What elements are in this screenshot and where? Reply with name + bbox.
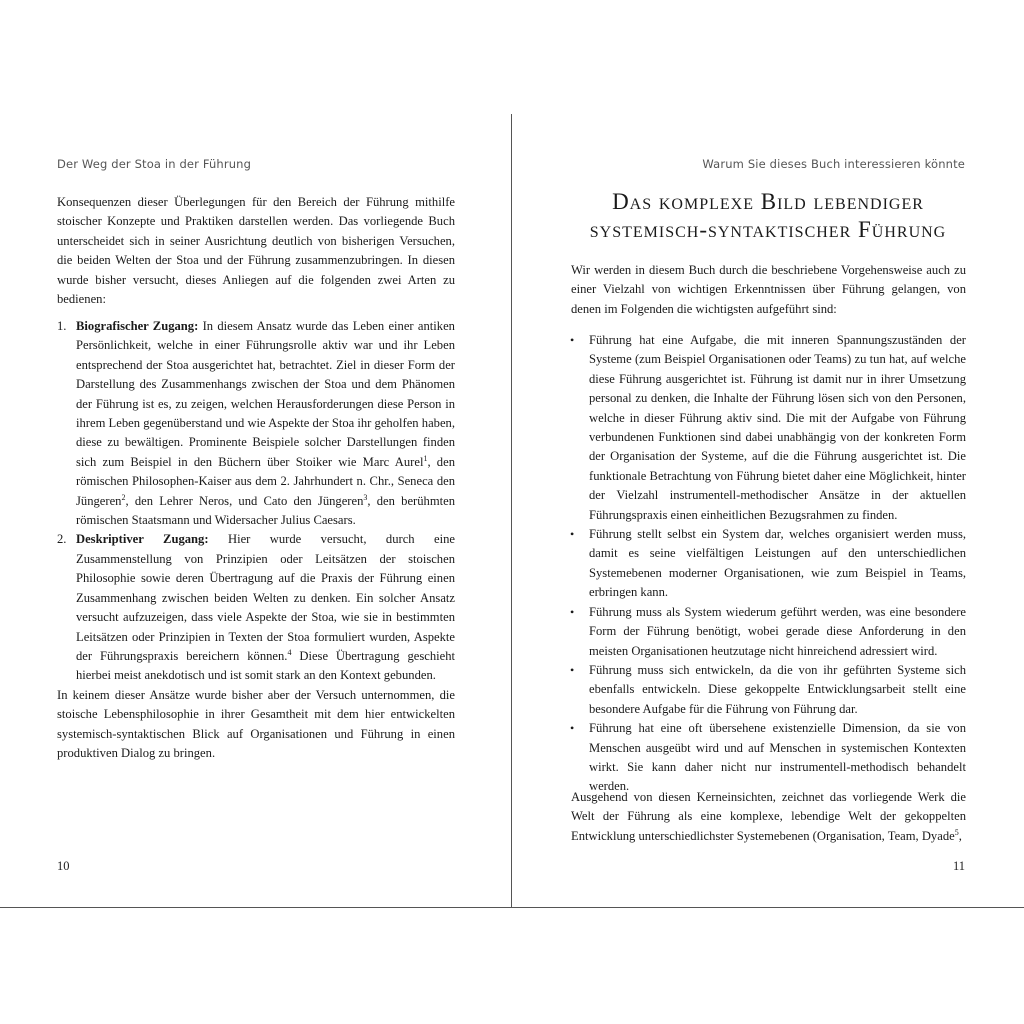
bullet-icon: • bbox=[570, 527, 575, 542]
book-spread bbox=[0, 114, 1024, 908]
list-text: In diesem Ansatz wurde das Leben einer antiken Persönlichkeit, welche in einer Führungsrolle aktiv war und ihr Leben entsprechend der Stoa ausgerichtet hat, betrachtet. Ziel in dieser Form der Darstellung des Zusammenhangs zwischen der Stoa und dem Phänomen der Führung ist es, zu zeigen, welchen Herausforderungen diese Person in ihrem Leben gegenüberstand und wie Aspekte der Stoa ihr geholfen haben, diese zu bewältigen. Prominente Beispiele solcher Darstellungen finden sich zum Beispiel in den Büchern über Stoiker wie Marc Aurel bbox=[76, 319, 455, 469]
bullet-text: Führung muss sich entwickeln, da die von ihr geführten Systeme sich ebenfalls entwickeln. Diese gekoppelte Entwicklungsarbeit stellt eine besondere Aufgabe für die Führung von Führung dar. bbox=[589, 662, 966, 716]
list-term: Biografischer Zugang: bbox=[76, 319, 199, 333]
right-intro-paragraph: Wir werden in diesem Buch durch die beschriebene Vorgehensweise auch zu einer Vielzahl von wichtigen Erkenntnissen über Führung gelangen, von denen im Folgenden die wichtigsten aufgeführt sind: bbox=[571, 263, 966, 316]
right-running-head: Warum Sie dieses Buch interessieren könnte bbox=[702, 157, 965, 171]
right-page bbox=[512, 114, 1024, 908]
left-closing-paragraph: In keinem dieser Ansätze wurde bisher aber der Versuch unternommen, die stoische Lebensphilosophie in ihrer Gesamtheit mit dem hier entwickelten systemisch-syntaktischen Blick auf Organisationen und Führung in einen produktiven Dialog zu bringen. bbox=[57, 688, 455, 761]
bullet-text: Führung hat eine oft übersehene existenzielle Dimension, da sie von Menschen ausgeübt wird und auf Menschen in systemischen Kontexten wirkt. Sie kann daher nicht nur instrumentell-methodisch behandelt werden. bbox=[589, 721, 966, 794]
footnote-ref-1[interactable]: 1 bbox=[423, 453, 428, 463]
bullet-text: Führung muss als System wiederum geführt werden, was eine besondere Form der Führung benötigt, wobei gerade diese Anforderung in den meisten Organisationen heutzutage nicht hinreichend adressiert wird. bbox=[589, 604, 966, 658]
bullet-icon: • bbox=[570, 721, 575, 736]
list-number: 1. bbox=[57, 319, 67, 333]
bullet-text: Führung hat eine Aufgabe, die mit inneren Spannungszuständen der Systeme (zum Beispiel Organisationen oder Teams) zu tun hat, auf welche diese Führung ausgerichtet ist. Führung ist damit nur in ihrer Umsetzung personal zu denken, die Inhalte der Führung lösen sich von den Personen, welche in dieser Führung aktiv sind. Die mit der Aufgabe von Führung verbundenen Funktionen sind dabei unabhängig von der konkreten Form der Organisation der Systeme, auf die die Führung ausgerichtet ist. Die funktionale Betrachtung von Führung bietet daher eine Möglichkeit, hinter der Vielzahl instrumentell-methodischer Ansätze in der aktuellen Führungspraxis einen einheitlichen Bezugsrahmen zu finden. bbox=[589, 333, 966, 522]
closing-text-end: , bbox=[958, 828, 962, 843]
list-item bbox=[571, 331, 966, 525]
bullet-icon: • bbox=[570, 604, 575, 619]
list-item bbox=[571, 525, 966, 603]
list-item bbox=[57, 317, 455, 530]
list-item bbox=[57, 530, 455, 685]
closing-text: Ausgehend von diesen Kerneinsichten, zeichnet das vorliegende Werk die Welt der Führung als eine komplexe, lebendige Welt der gekoppelten Entwicklung unterschiedlichster Systemebenen (Organisation, Team, Dyade bbox=[571, 790, 966, 843]
list-text: Diese Übertragung geschieht hierbei meist anekdotisch und ist somit stark an den Kontext gebunden. bbox=[76, 648, 456, 683]
left-intro-paragraph: Konsequenzen dieser Überlegungen für den Bereich der Führung mithilfe stoischer Konzepte und Praktiken darstellen werden. Das vorliegende Buch unterscheidet sich in seiner Ausrichtung deutlich von bisherigen Versuchen, die beiden Welten der Stoa und der Führung zusammenzubringen. In diesen wurde bisher versucht, dieses Anliegen auf die folgenden zwei Arten zu bedienen: bbox=[57, 195, 455, 307]
right-page-number: 11 bbox=[952, 859, 965, 873]
insights-list bbox=[571, 331, 966, 797]
right-closing-paragraph bbox=[571, 788, 966, 846]
chapter-title-line-2: systemisch-syntaktischer Führung bbox=[589, 217, 947, 242]
left-running-head: Der Weg der Stoa in der Führung bbox=[57, 157, 252, 171]
list-text: , den römischen Philosophen-Kaiser aus dem 2. Jahrhundert n. Chr., Seneca den Jüngeren bbox=[76, 454, 455, 508]
list-term: Deskriptiver Zugang: bbox=[76, 532, 209, 547]
list-item bbox=[571, 719, 966, 797]
bullet-icon: • bbox=[570, 333, 575, 347]
footnote-ref-2[interactable]: 2 bbox=[121, 492, 126, 502]
footnote-ref-5[interactable]: 5 bbox=[954, 827, 959, 837]
list-text: , den Lehrer Neros, und Cato den Jüngeren bbox=[125, 493, 364, 508]
footnote-ref-3[interactable]: 3 bbox=[363, 492, 368, 502]
bullet-icon: • bbox=[570, 662, 575, 677]
approach-list bbox=[57, 317, 455, 686]
list-text: Hier wurde versucht, durch eine Zusammenstellung von Prinzipien oder Leitsätzen der stoischen Philosophie sowie deren Übertragung auf die Praxis der Führung einen Zusammenhang zwischen beiden Welten zu denken. Ein solcher Ansatz versucht aufzuzeigen, dass viele Aspekte der Stoa, wie sie in bestimmten Leitsätzen oder Prinzipien in Texten der Stoa formuliert wurden, Aspekte der Führungspraxis bereichern können. bbox=[76, 532, 455, 663]
list-number: 2. bbox=[57, 532, 67, 547]
list-item bbox=[571, 661, 966, 719]
chapter-title bbox=[542, 188, 994, 244]
chapter-title-line-1: Das komplexe Bild lebendiger bbox=[612, 189, 924, 214]
left-page bbox=[0, 114, 511, 908]
footnote-ref-4[interactable]: 4 bbox=[287, 647, 292, 657]
left-page-number: 10 bbox=[57, 859, 70, 873]
bullet-text: Führung stellt selbst ein System dar, welches organisiert werden muss, damit es seine vielfältigen Leistungen auf den unterschiedlichen Systemebenen moderner Organisationen, wie zum Beispiel in Teams, erbringen kann. bbox=[589, 527, 966, 600]
list-item bbox=[571, 603, 966, 661]
list-text: , den berühmten römischen Staatsmann und Widersacher Julius Caesars. bbox=[76, 493, 455, 528]
